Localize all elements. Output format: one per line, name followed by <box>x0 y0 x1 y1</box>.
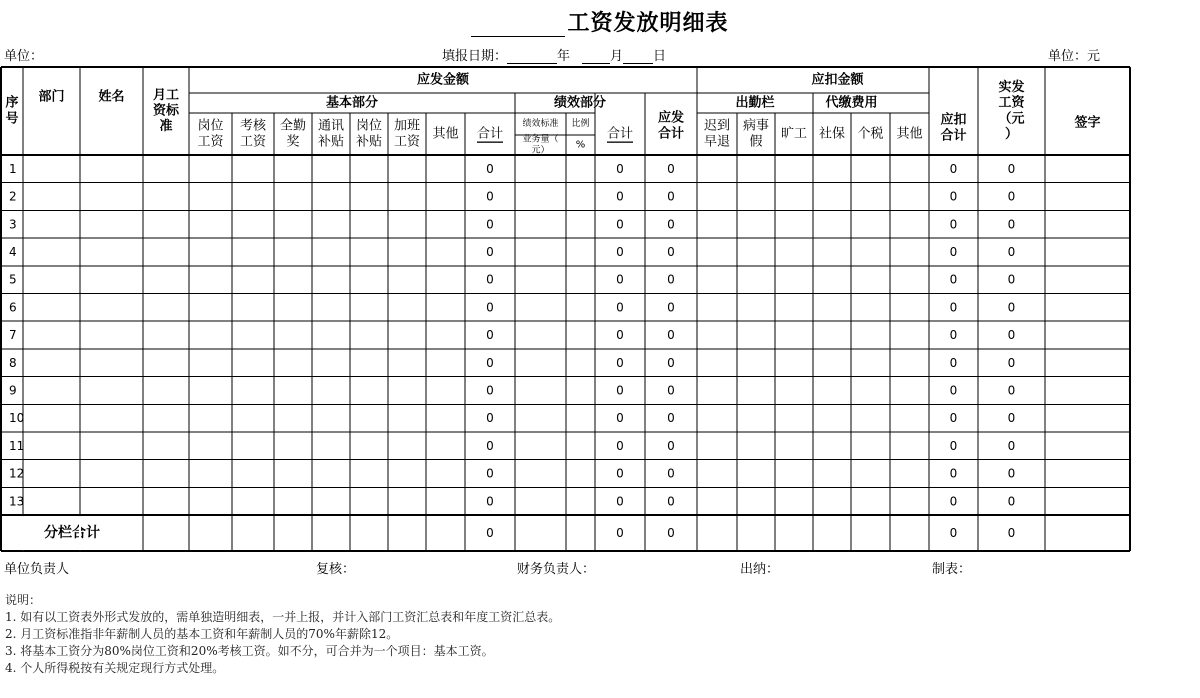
header-attendance: 出勤栏 <box>735 95 775 111</box>
row-subtotal: 0 <box>486 244 494 259</box>
row-perf-total: 0 <box>616 411 624 426</box>
row-deduct-total: 0 <box>949 161 958 176</box>
row-subtotal: 0 <box>486 438 494 453</box>
row-deduct-total: 0 <box>949 272 958 287</box>
total-actual-pay: 0 <box>1007 526 1016 541</box>
row-payable-total: 0 <box>667 328 675 343</box>
unit-head-label: 单位负责人 <box>4 562 70 577</box>
row-actual-pay: 0 <box>1007 328 1016 343</box>
header-percent: % <box>575 139 586 151</box>
row-actual-pay: 0 <box>1007 355 1016 370</box>
total-label: 分栏合计 <box>44 525 100 542</box>
row-number: 2 <box>9 189 17 204</box>
header-basic: 基本部分 <box>325 95 379 111</box>
header-seq: 序 <box>5 95 19 111</box>
note-item: 2. 月工资标准指非年薪制人员的基本工资和年薪制人员的70%年薪除12。 <box>5 627 399 641</box>
header-perf-total: 合计 <box>606 126 634 142</box>
report-date <box>442 45 666 64</box>
row-payable-total: 0 <box>667 272 675 287</box>
header-actual-pay: ） <box>1004 126 1019 142</box>
row-subtotal: 0 <box>486 217 494 232</box>
row-actual-pay: 0 <box>1007 383 1016 398</box>
row-deduct-total: 0 <box>949 189 958 204</box>
header-income-tax: 个税 <box>857 126 884 142</box>
header-monthly-standard: 月工 <box>152 87 180 103</box>
row-deduct-total: 0 <box>949 383 958 398</box>
header-assess-wage: 工资 <box>239 134 267 150</box>
header-post-allowance: 补贴 <box>355 134 383 150</box>
header-payable: 应发金额 <box>416 72 470 88</box>
header-sick-leave: 病事 <box>742 118 770 134</box>
row-subtotal: 0 <box>486 466 494 481</box>
row-subtotal: 0 <box>486 161 494 176</box>
row-actual-pay: 0 <box>1007 494 1016 509</box>
row-deduct-total: 0 <box>949 244 958 259</box>
header-comm-allowance: 补贴 <box>317 134 345 150</box>
row-number: 9 <box>9 383 17 398</box>
row-payable-total: 0 <box>667 300 675 315</box>
header-late-early: 迟到 <box>703 118 731 134</box>
header-social-security: 社保 <box>818 126 846 142</box>
header-monthly-standard: 资标 <box>152 103 180 119</box>
header-late-early: 早退 <box>703 134 731 150</box>
header-payable-total: 合计 <box>657 126 685 142</box>
row-subtotal: 0 <box>486 328 494 343</box>
currency-unit: 单位：元 <box>1048 49 1101 64</box>
row-payable-total: 0 <box>667 244 675 259</box>
header-actual-pay: （元 <box>998 111 1025 127</box>
row-perf-total: 0 <box>616 328 624 343</box>
row-actual-pay: 0 <box>1007 272 1016 287</box>
page-title <box>0 6 1200 37</box>
row-number: 3 <box>9 217 17 232</box>
header-name: 姓名 <box>98 89 125 105</box>
review-label: 复核： <box>316 562 356 577</box>
header-business-volume: 元） <box>531 145 550 156</box>
row-number: 6 <box>9 300 17 315</box>
header-post-wage: 岗位 <box>197 118 224 134</box>
header-withheld-fees: 代缴费用 <box>825 95 878 111</box>
header-overtime: 工资 <box>393 134 421 150</box>
note-item: 3. 将基本工资分为80%岗位工资和20%考核工资。如不分，可合并为一个项目：基本工资。 <box>5 644 494 658</box>
header-post-allowance: 岗位 <box>355 118 383 134</box>
notes-section <box>5 592 560 677</box>
header-full-attendance: 奖 <box>286 134 300 150</box>
header-deduct: 应扣金额 <box>811 72 864 88</box>
row-perf-total: 0 <box>616 466 624 481</box>
row-subtotal: 0 <box>486 383 494 398</box>
row-actual-pay: 0 <box>1007 217 1016 232</box>
row-actual-pay: 0 <box>1007 438 1016 453</box>
row-actual-pay: 0 <box>1007 466 1016 481</box>
row-perf-total: 0 <box>616 217 624 232</box>
header-business-volume: 业务量（ <box>522 134 559 145</box>
row-perf-total: 0 <box>616 300 624 315</box>
title-text: 工资发放明细表 <box>567 11 729 36</box>
row-subtotal: 0 <box>486 189 494 204</box>
row-number: 13 <box>9 494 25 509</box>
preparer-label: 制表： <box>932 562 972 577</box>
row-actual-pay: 0 <box>1007 189 1016 204</box>
row-payable-total: 0 <box>667 383 675 398</box>
row-actual-pay: 0 <box>1007 161 1016 176</box>
header-actual-pay: 工资 <box>998 95 1025 111</box>
row-deduct-total: 0 <box>949 328 958 343</box>
header-deduct-total: 合计 <box>940 128 967 144</box>
total-payable-total: 0 <box>667 526 675 541</box>
row-payable-total: 0 <box>667 411 675 426</box>
header-signature: 签字 <box>1074 115 1101 131</box>
header-dept: 部门 <box>38 89 65 105</box>
row-payable-total: 0 <box>667 494 675 509</box>
year-label: 年 <box>557 49 571 64</box>
row-number: 11 <box>9 438 25 453</box>
row-deduct-total: 0 <box>949 300 958 315</box>
row-perf-total: 0 <box>616 189 624 204</box>
row-number: 5 <box>9 272 17 287</box>
notes-heading: 说明： <box>5 593 42 607</box>
row-perf-total: 0 <box>616 244 624 259</box>
row-deduct-total: 0 <box>949 466 958 481</box>
row-deduct-total: 0 <box>949 438 958 453</box>
row-perf-total: 0 <box>616 494 624 509</box>
date-label: 填报日期： <box>442 49 508 64</box>
total-subtotal: 0 <box>486 526 494 541</box>
note-item: 1. 如有以工资表外形式发放的，需单独造明细表，一并上报，并计入部门工资汇总表和年度工资汇总表。 <box>5 610 561 624</box>
header-actual-pay: 实发 <box>998 80 1025 96</box>
header-ratio: 比例 <box>571 119 590 129</box>
cashier-label: 出纳： <box>740 562 780 577</box>
row-perf-total: 0 <box>616 272 624 287</box>
row-perf-total: 0 <box>616 355 624 370</box>
row-payable-total: 0 <box>667 217 675 232</box>
total-perf-total: 0 <box>616 526 624 541</box>
header-full-attendance: 全勤 <box>279 118 307 134</box>
month-label: 月 <box>610 49 624 64</box>
day-label: 日 <box>653 49 667 64</box>
row-number: 10 <box>9 411 25 426</box>
row-subtotal: 0 <box>486 355 494 370</box>
header-sick-leave: 假 <box>749 134 763 150</box>
row-perf-total: 0 <box>616 161 624 176</box>
day-blank[interactable] <box>623 49 653 64</box>
total-deduct-total: 0 <box>949 526 958 541</box>
row-number: 8 <box>9 355 17 370</box>
row-perf-total: 0 <box>616 383 624 398</box>
header-monthly-standard: 准 <box>159 119 173 135</box>
row-payable-total: 0 <box>667 189 675 204</box>
header-deduct-other: 其他 <box>896 126 923 142</box>
row-subtotal: 0 <box>486 272 494 287</box>
header-perf-standard: 绩效标准 <box>522 119 559 129</box>
header-seq: 号 <box>5 111 19 127</box>
month-blank[interactable] <box>582 49 610 64</box>
finance-head-label: 财务负责人： <box>517 562 596 577</box>
row-subtotal: 0 <box>486 300 494 315</box>
row-deduct-total: 0 <box>949 494 958 509</box>
row-number: 1 <box>9 161 17 176</box>
header-comm-allowance: 通讯 <box>317 118 345 134</box>
header-payable-total: 应发 <box>657 110 685 126</box>
row-number: 4 <box>9 244 17 259</box>
row-actual-pay: 0 <box>1007 300 1016 315</box>
header-other: 其他 <box>432 126 459 142</box>
title-blank-line <box>471 14 565 37</box>
header-assess-wage: 考核 <box>239 118 267 134</box>
row-subtotal: 0 <box>486 494 494 509</box>
unit-label: 单位： <box>4 49 44 64</box>
header-absent: 旷工 <box>780 126 808 142</box>
row-deduct-total: 0 <box>949 411 958 426</box>
header-performance: 绩效部分 <box>553 95 607 111</box>
salary-table <box>0 66 1200 554</box>
row-payable-total: 0 <box>667 438 675 453</box>
row-actual-pay: 0 <box>1007 244 1016 259</box>
row-subtotal: 0 <box>486 411 494 426</box>
note-item: 4. 个人所得税按有关规定现行方式处理。 <box>5 661 225 675</box>
row-payable-total: 0 <box>667 161 675 176</box>
row-payable-total: 0 <box>667 355 675 370</box>
row-number: 12 <box>9 466 25 481</box>
year-blank[interactable] <box>507 49 557 64</box>
row-payable-total: 0 <box>667 466 675 481</box>
header-overtime: 加班 <box>393 118 421 134</box>
row-deduct-total: 0 <box>949 217 958 232</box>
header-deduct-total: 应扣 <box>940 112 967 128</box>
row-perf-total: 0 <box>616 438 624 453</box>
row-actual-pay: 0 <box>1007 411 1016 426</box>
header-post-wage: 工资 <box>197 134 224 150</box>
row-deduct-total: 0 <box>949 355 958 370</box>
header-subtotal: 合计 <box>476 126 504 142</box>
row-number: 7 <box>9 328 17 343</box>
